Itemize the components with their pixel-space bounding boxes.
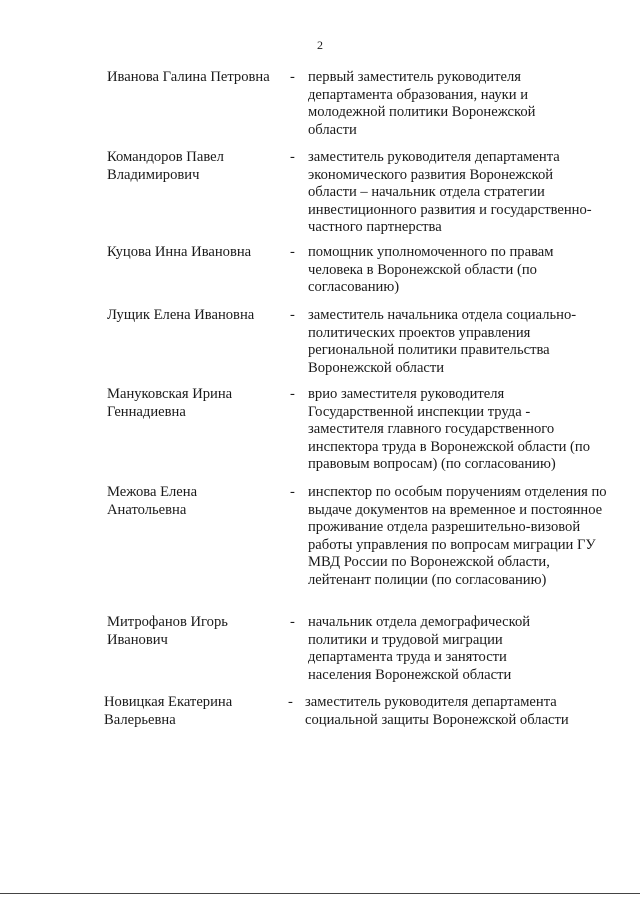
person-position: инспектор по особым поручениям отделения по выдаче документов на временное и постоянное проживание отдела разрешительно-визовой работы управления по вопросам миграции ГУ МВД России по Воронежской области, лейтенант полиции (по согласованию) bbox=[308, 484, 607, 588]
person-name: Командоров Павел Владимирович bbox=[107, 149, 224, 183]
page-number: 2 bbox=[317, 38, 323, 52]
separator-dash: - bbox=[290, 149, 295, 165]
person-position: заместитель начальника отдела социально-политических проектов управления региональной политики правительства Воронежской области bbox=[308, 307, 577, 376]
separator-dash: - bbox=[290, 386, 295, 402]
separator-dash: - bbox=[290, 614, 295, 630]
person-name: Мануковская Ирина Геннадиевна bbox=[107, 386, 233, 420]
person-position: первый заместитель руководителя департамента образования, науки и молодежной политики Воронежской области bbox=[308, 69, 536, 138]
separator-dash: - bbox=[288, 694, 293, 710]
bottom-rule bbox=[0, 893, 640, 894]
person-name: Иванова Галина Петровна bbox=[107, 69, 270, 85]
person-name: Новицкая Екатерина Валерьевна bbox=[104, 694, 233, 728]
person-position: врио заместителя руководителя Государственной инспекции труда - заместителя главного государственного инспектора труда в Воронежской области (по правовым вопросам) (по согласованию) bbox=[308, 386, 591, 473]
person-name: Межова Елена Анатольевна bbox=[107, 484, 198, 518]
person-position: заместитель руководителя департамента экономического развития Воронежской области – начальник отдела стратегии инвестиционного развития и государственно-частного партнерства bbox=[308, 149, 592, 236]
separator-dash: - bbox=[290, 69, 295, 85]
person-name: Куцова Инна Ивановна bbox=[107, 244, 252, 260]
separator-dash: - bbox=[290, 484, 295, 500]
person-position: заместитель руководителя департамента социальной защиты Воронежской области bbox=[305, 694, 569, 728]
person-name: Лущик Елена Ивановна bbox=[107, 307, 255, 323]
separator-dash: - bbox=[290, 307, 295, 323]
person-name: Митрофанов Игорь Иванович bbox=[107, 614, 228, 648]
person-position: помощник уполномоченного по правам человека в Воронежской области (по согласованию) bbox=[308, 244, 554, 296]
person-position: начальник отдела демографической политики и трудовой миграции департамента труда и занятости населения Воронежской области bbox=[308, 614, 531, 683]
separator-dash: - bbox=[290, 244, 295, 260]
